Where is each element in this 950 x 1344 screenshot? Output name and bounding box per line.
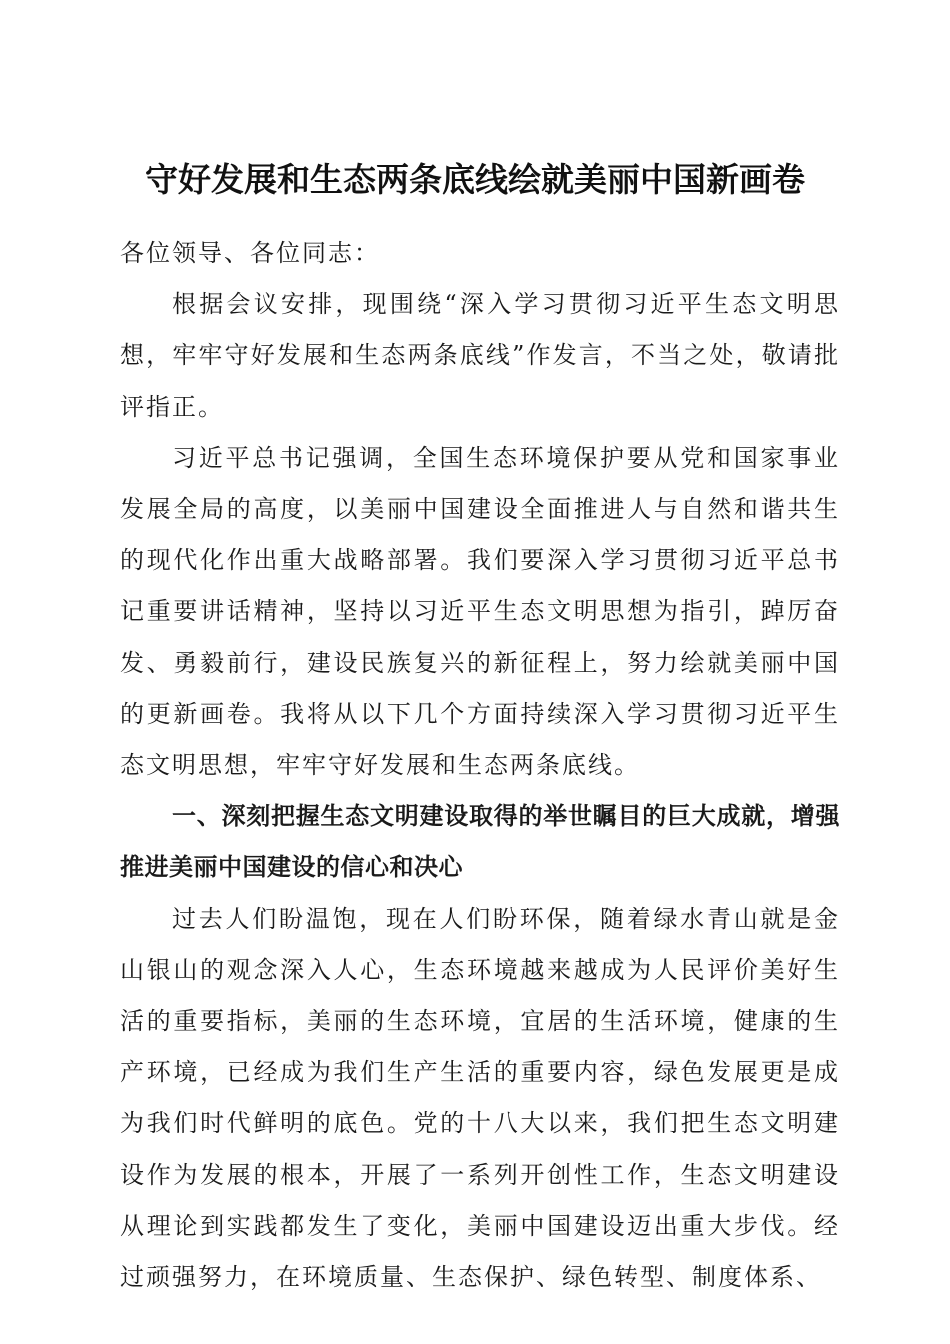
document-title: 守好发展和生态两条底线绘就美丽中国新画卷: [145, 160, 805, 200]
document-body: [120, 228, 840, 1303]
paragraph-section-1: 过去人们盼温饱，现在人们盼环保，随着绿水青山就是金山银山的观念深入人心，生态环境越来越成为人民评价美好生活的重要指标，美丽的生态环境，宜居的生活环境，健康的生产环境，已经成为我们生产生活的重要内容，绿色发展更是成为我们时代鲜明的底色。党的十八大以来，我们把生态文明建设作为发展的根本，开展了一系列开创性工作，生态文明建设从理论到实践都发生了变化，美丽中国建设迈出重大步伐。经过顽强努力，在环境质量、生态保护、绿色转型、制度体系、: [120, 904, 840, 1292]
section-heading-1: 一、深刻把握生态文明建设取得的举世瞩目的巨大成就，增强推进美丽中国建设的信心和决心: [120, 802, 840, 882]
paragraph-background: 习近平总书记强调，全国生态环境保护要从党和国家事业发展全局的高度，以美丽中国建设全面推进人与自然和谐共生的现代化作出重大战略部署。我们要深入学习贯彻习近平总书记重要讲话精神，坚持以习近平生态文明思想为指引，踔厉奋发、勇毅前行，建设民族复兴的新征程上，努力绘就美丽中国的更新画卷。我将从以下几个方面持续深入学习贯彻习近平生态文明思想，牢牢守好发展和生态两条底线。: [120, 443, 840, 780]
salutation: 各位领导、各位同志：: [120, 239, 380, 267]
paragraph-intro: 根据会议安排，现围绕“深入学习贯彻习近平生态文明思想，牢牢守好发展和生态两条底线”作发言，不当之处，敬请批评指正。: [120, 290, 840, 421]
